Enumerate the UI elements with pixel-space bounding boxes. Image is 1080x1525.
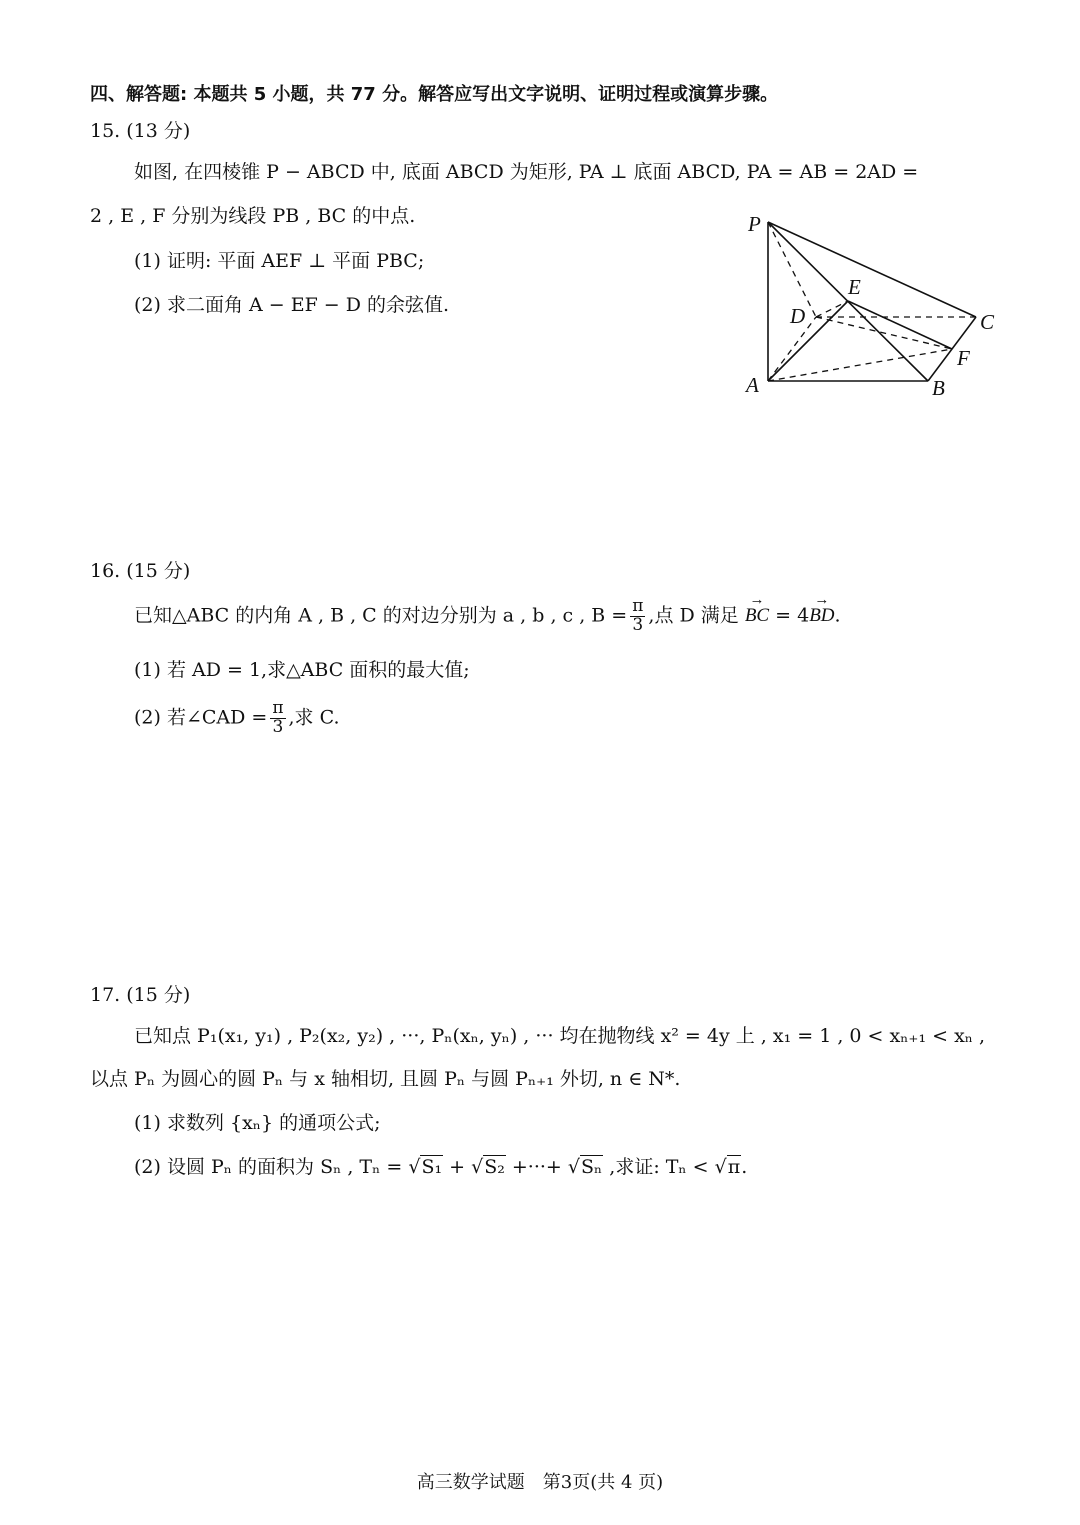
q15-stem-line1: 如图, 在四棱锥 P − ABCD 中, 底面 ABCD 为矩形, PA ⊥ 底面 ABCD, PA = AB = 2AD = xyxy=(134,161,919,183)
q15-part2: (2) 求二面角 A − EF − D 的余弦值. xyxy=(134,294,450,316)
q16-stem-a: 已知△ABC 的内角 A , B , C 的对边分别为 a , b , c , B = xyxy=(134,604,628,627)
q16-fraction-B xyxy=(630,598,645,635)
q16-eq-mid: = 4 xyxy=(769,604,810,627)
q17-part2-e: . xyxy=(741,1156,748,1178)
q17-part2-c: +···+ √ xyxy=(505,1156,580,1178)
q16-part2 xyxy=(134,700,340,737)
q16-part2-a: (2) 若∠CAD = xyxy=(134,706,268,729)
q17-part2-d: ,求证: Tₙ < √ xyxy=(603,1156,727,1178)
q16-part1: (1) 若 AD = 1,求△ABC 面积的最大值; xyxy=(134,659,470,681)
q17-part2-a: (2) 设圆 Pₙ 的面积为 Sₙ , Tₙ = √ xyxy=(134,1156,421,1178)
q17-sqrt-s1: S₁ xyxy=(421,1156,443,1178)
label-F: F xyxy=(957,346,970,370)
label-A: A xyxy=(746,373,759,397)
q16-fraction-angle xyxy=(270,700,285,737)
q16-title: 16. (15 分) xyxy=(90,560,191,582)
q16-stem-end: . xyxy=(834,604,841,627)
q17-sqrt-pi: π xyxy=(727,1156,741,1178)
fraction-numerator: π xyxy=(272,698,284,718)
fraction-denominator: 3 xyxy=(632,614,644,635)
fraction-denominator: 3 xyxy=(272,716,284,737)
segment-EF xyxy=(848,301,952,349)
q17-title: 17. (15 分) xyxy=(90,984,191,1006)
edge-PD xyxy=(768,222,816,317)
q16-stem xyxy=(134,598,841,635)
q15-title: 15. (13 分) xyxy=(90,120,191,142)
label-P: P xyxy=(748,212,761,236)
q17-part1: (1) 求数列 {xₙ} 的通项公式; xyxy=(134,1112,381,1134)
q17-part2 xyxy=(134,1156,747,1179)
q17-stem-line1: 已知点 P₁(x₁, y₁) , P₂(x₂, y₂) , ···, Pₙ(xₙ, yₙ) , ··· 均在抛物线 x² = 4y 上 , x₁ = 1 , 0 < xₙ₊₁ < xₙ , xyxy=(134,1025,986,1047)
label-E: E xyxy=(848,275,861,299)
pyramid-figure xyxy=(740,205,1005,405)
segment-DF xyxy=(816,317,952,349)
page-footer: 高三数学试题 第3页(共 4 页) xyxy=(416,1472,664,1493)
label-C: C xyxy=(980,310,995,334)
edge-PC xyxy=(768,222,976,317)
vector-BD: → BD xyxy=(809,605,834,628)
q17-sqrt-sn: Sₙ xyxy=(580,1156,603,1178)
section-header: 四、解答题: 本题共 5 小题，共 77 分。解答应写出文字说明、证明过程或演算步骤。 xyxy=(90,84,779,105)
q17-part2-b: + √ xyxy=(443,1156,484,1178)
vector-BC: → BC xyxy=(745,605,769,628)
label-D: D xyxy=(790,304,806,328)
q15-stem-line2: 2 , E , F 分别为线段 PB , BC 的中点. xyxy=(90,205,416,227)
q15-part1: (1) 证明: 平面 AEF ⊥ 平面 PBC; xyxy=(134,250,425,272)
q16-part2-b: ,求 C. xyxy=(288,706,340,729)
q16-stem-b: ,点 D 满足 xyxy=(648,604,739,627)
q17-stem-line2: 以点 Pₙ 为圆心的圆 Pₙ 与 x 轴相切, 且圆 Pₙ 与圆 Pₙ₊₁ 外切, n ∈ N*. xyxy=(90,1068,681,1090)
label-B: B xyxy=(932,376,945,400)
q17-sqrt-s2: S₂ xyxy=(484,1156,505,1178)
fraction-numerator: π xyxy=(632,596,644,616)
segment-DE xyxy=(816,301,848,317)
